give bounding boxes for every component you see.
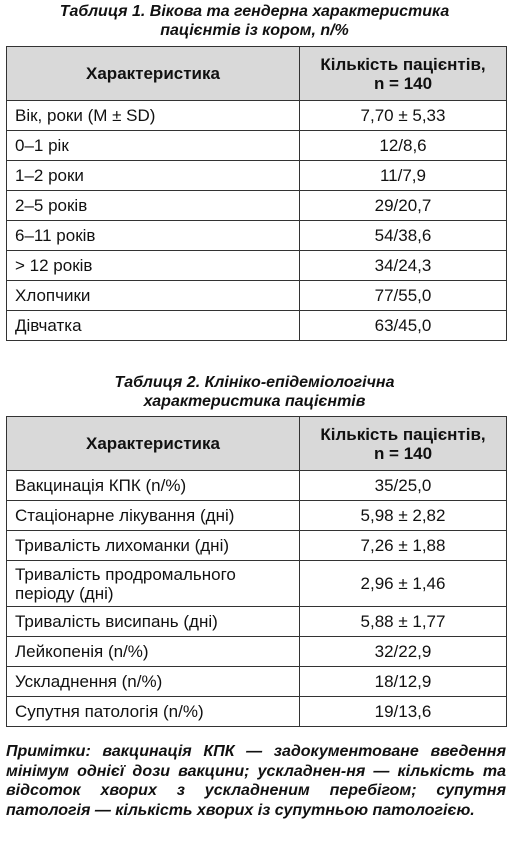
table-row	[7, 637, 507, 667]
row-label: 1–2 роки	[7, 161, 300, 191]
table-row	[7, 501, 507, 531]
table-row	[7, 531, 507, 561]
table-row	[7, 131, 507, 161]
row-label	[7, 561, 300, 607]
row-label: Ускладнення (n/%)	[7, 667, 300, 697]
table-row	[7, 281, 507, 311]
table-row	[7, 311, 507, 341]
table2-header-count-line1: Кількість пацієнтів,	[320, 424, 486, 444]
table-row	[7, 191, 507, 221]
table1-caption-line1: Таблиця 1. Вікова та гендерна характеристика	[59, 3, 450, 20]
row-label: Хлопчики	[7, 281, 300, 311]
row-value: 2,96 ± 1,46	[300, 561, 507, 607]
table1-header-row	[7, 47, 507, 101]
table2-header-count	[300, 417, 507, 471]
table-row	[7, 561, 507, 607]
row-value: 54/38,6	[300, 221, 507, 251]
table1-caption	[0, 2, 509, 40]
table-row	[7, 667, 507, 697]
row-label: Тривалість висипань (дні)	[7, 607, 300, 637]
table2-caption-line2: характеристика пацієнтів	[143, 393, 366, 410]
table-row	[7, 607, 507, 637]
row-label: 0–1 рік	[7, 131, 300, 161]
table-row	[7, 697, 507, 727]
table1-header-count-line2: n = 140	[373, 73, 433, 93]
table2-header-row	[7, 417, 507, 471]
row-value: 12/8,6	[300, 131, 507, 161]
row-label: Вік, роки (M ± SD)	[7, 101, 300, 131]
table2-caption	[0, 373, 509, 411]
row-value: 29/20,7	[300, 191, 507, 221]
row-label: Дівчатка	[7, 311, 300, 341]
table-row	[7, 221, 507, 251]
table1-caption-line2: пацієнтів із кором, n/%	[160, 22, 349, 39]
row-value: 5,98 ± 2,82	[300, 501, 507, 531]
table1-header-count-line1: Кількість пацієнтів,	[320, 54, 486, 74]
row-value: 7,70 ± 5,33	[300, 101, 507, 131]
table2	[6, 416, 507, 727]
row-value: 77/55,0	[300, 281, 507, 311]
table1	[6, 46, 507, 341]
table2-caption-line1: Таблиця 2. Клініко-епідеміологічна	[114, 374, 395, 391]
row-value: 18/12,9	[300, 667, 507, 697]
row-value: 35/25,0	[300, 471, 507, 501]
row-label: > 12 років	[7, 251, 300, 281]
table2-header-characteristic: Характеристика	[7, 417, 300, 471]
row-label: 2–5 років	[7, 191, 300, 221]
row-label: 6–11 років	[7, 221, 300, 251]
row-label: Вакцинація КПК (n/%)	[7, 471, 300, 501]
row-label: Супутня патологія (n/%)	[7, 697, 300, 727]
row-label: Лейкопенія (n/%)	[7, 637, 300, 667]
row-value: 63/45,0	[300, 311, 507, 341]
table2-header-count-line2: n = 140	[373, 443, 433, 463]
table-row	[7, 161, 507, 191]
row-value: 7,26 ± 1,88	[300, 531, 507, 561]
table1-header-characteristic: Характеристика	[7, 47, 300, 101]
row-value: 32/22,9	[300, 637, 507, 667]
table-notes: Примітки: вакцинація КПК — задокументоване введення мінімум однієї дози вакцини; ускладнен-ня — кількість та відсоток хворих з ускладненим перебігом; супутня патологія — кількість хворих із супутньою патологією.	[6, 743, 506, 819]
table-row	[7, 251, 507, 281]
row-label: Стаціонарне лікування (дні)	[7, 501, 300, 531]
row-value: 19/13,6	[300, 697, 507, 727]
table-row	[7, 101, 507, 131]
row-value: 5,88 ± 1,77	[300, 607, 507, 637]
row-value: 11/7,9	[300, 161, 507, 191]
row-label-line1: Тривалість продромального	[15, 564, 236, 584]
table-row	[7, 471, 507, 501]
table1-header-count	[300, 47, 507, 101]
row-label-line2: періоду (дні)	[15, 583, 114, 603]
row-value: 34/24,3	[300, 251, 507, 281]
row-label: Тривалість лихоманки (дні)	[7, 531, 300, 561]
